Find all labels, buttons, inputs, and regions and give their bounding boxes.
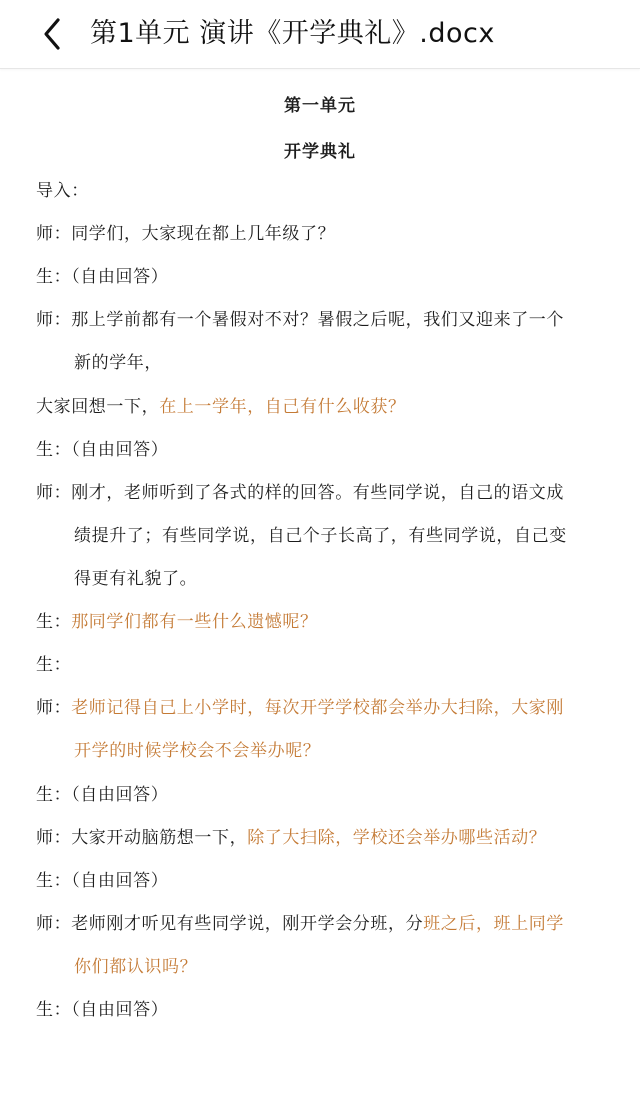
- paragraph-text: 师：: [36, 698, 72, 718]
- highlighted-text: 开学的时候学校会不会举办呢？: [74, 741, 321, 761]
- paragraph-recall: [36, 386, 611, 429]
- paragraph-teacher-4: [36, 687, 611, 773]
- paragraph-student-5: 生：（自由回答）: [36, 785, 169, 805]
- document-heading-unit: 第一单元: [284, 96, 356, 116]
- document-title: 第1单元 演讲《开学典礼》.docx: [90, 18, 495, 49]
- paragraph-intro: 导入：: [36, 181, 89, 201]
- paragraph-teacher-3: [36, 472, 611, 601]
- chevron-left-icon: [34, 14, 74, 54]
- highlighted-text: 那同学们都有一些什么遗憾呢？: [71, 612, 318, 632]
- paragraph-text: 师：大家开动脑筋想一下，: [36, 828, 248, 848]
- paragraph-text: 生：: [36, 612, 72, 632]
- paragraph-student-7: 生：（自由回答）: [36, 1000, 169, 1020]
- paragraph-text: 大家回想一下，: [36, 397, 160, 417]
- document-heading-title: 开学典礼: [284, 142, 356, 162]
- paragraph-teacher-6: [36, 903, 611, 989]
- document-content[interactable]: [0, 69, 640, 1113]
- paragraph-student-4: 生：: [36, 655, 72, 675]
- paragraph-teacher-1: 师：同学们，大家现在都上几年级了？: [36, 224, 336, 244]
- highlighted-text: 除了大扫除，学校还会举办哪些活动？: [247, 828, 547, 848]
- paragraph-line: 新的学年，: [74, 353, 162, 373]
- paragraph-student-6: 生：（自由回答）: [36, 871, 169, 891]
- back-button[interactable]: [34, 14, 74, 54]
- paragraph-line: 师：那上学前都有一个暑假对不对？暑假之后呢，我们又迎来了一个: [36, 310, 564, 330]
- paragraph-teacher-5: [36, 817, 611, 860]
- paragraph-student-3: [36, 601, 611, 644]
- top-bar: [0, 0, 640, 69]
- paragraph-line: 绩提升了；有些同学说，自己个子长高了，有些同学说，自己变: [74, 526, 567, 546]
- highlighted-text: 班之后，班上同学: [423, 914, 565, 934]
- paragraph-student-1: 生：（自由回答）: [36, 267, 169, 287]
- paragraph-line: 得更有礼貌了。: [74, 569, 198, 589]
- highlighted-text: 老师记得自己上小学时，每次开学学校都会举办大扫除，大家刚: [71, 698, 565, 718]
- paragraph-teacher-2: [36, 299, 611, 385]
- paragraph-text: 师：老师刚才听见有些同学说，刚开学会分班，分: [36, 914, 424, 934]
- highlighted-text: 你们都认识吗？: [74, 957, 198, 977]
- paragraph-student-2: 生：（自由回答）: [36, 440, 169, 460]
- highlighted-text: 在上一学年，自己有什么收获？: [159, 397, 406, 417]
- paragraph-line: 师：刚才，老师听到了各式的样的回答。有些同学说，自己的语文成: [36, 483, 564, 503]
